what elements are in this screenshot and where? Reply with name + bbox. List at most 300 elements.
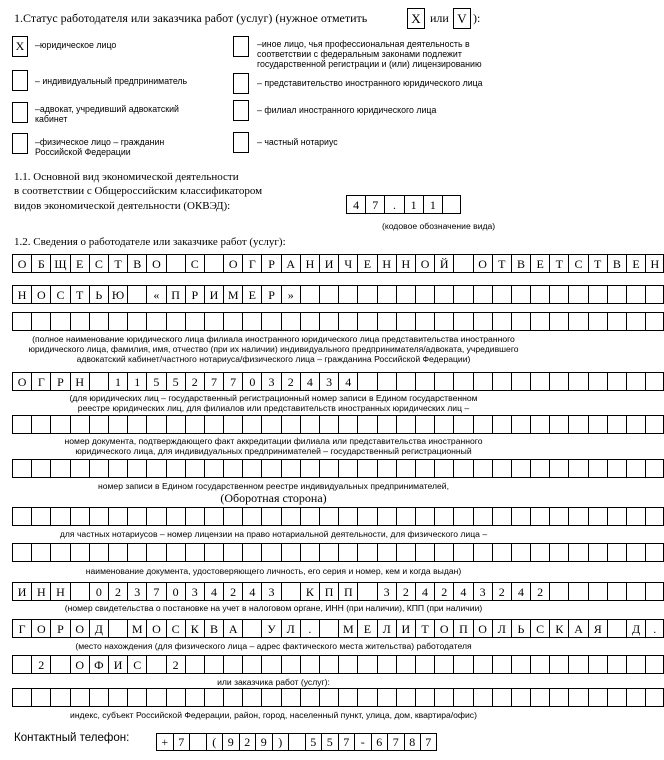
reg-row-1-cell[interactable] [223, 415, 242, 434]
address-row-1-cell[interactable]: П [453, 619, 472, 638]
inn-row-cell[interactable] [626, 582, 645, 601]
reg-row-1-cell[interactable] [492, 415, 511, 434]
name-row-3-cell[interactable] [223, 312, 242, 331]
name-row-1-cell[interactable]: О [473, 254, 492, 273]
name-row-1-cell[interactable]: Г [242, 254, 261, 273]
reg-row-1-cell[interactable] [89, 415, 108, 434]
name-row-1-cell[interactable] [204, 254, 223, 273]
name-row-1-cell[interactable]: Н [300, 254, 319, 273]
address-row-3-cell[interactable] [223, 688, 242, 707]
reg-row-2-cell[interactable] [473, 459, 492, 478]
reg-row-2-cell[interactable] [377, 459, 396, 478]
address-row-2-cell[interactable] [377, 655, 396, 674]
address-row-2-cell[interactable] [626, 655, 645, 674]
checkbox-legal-entity[interactable]: X [12, 36, 28, 57]
address-row-3-cell[interactable] [492, 688, 511, 707]
name-row-1-cell[interactable]: Е [70, 254, 89, 273]
ogrn-row-cell[interactable]: О [12, 372, 31, 391]
notary-row-cell[interactable] [89, 507, 108, 526]
okved-code-cell[interactable] [442, 195, 461, 214]
ogrn-row-cell[interactable] [357, 372, 376, 391]
name-row-1-cell[interactable]: В [511, 254, 530, 273]
id-document-row-cell[interactable] [50, 543, 69, 562]
name-row-3-cell[interactable] [588, 312, 607, 331]
address-row-3-cell[interactable] [453, 688, 472, 707]
reg-row-1-cell[interactable] [166, 415, 185, 434]
ogrn-row-cell[interactable] [549, 372, 568, 391]
okved-code-cell[interactable]: 4 [346, 195, 365, 214]
reg-row-1-cell[interactable] [185, 415, 204, 434]
inn-row-cell[interactable]: 2 [396, 582, 415, 601]
reg-row-2-cell[interactable] [319, 459, 338, 478]
name-row-1-cell[interactable]: О [146, 254, 165, 273]
address-row-3-cell[interactable] [12, 688, 31, 707]
address-row-2-cell[interactable] [588, 655, 607, 674]
reg-row-2-cell[interactable] [12, 459, 31, 478]
address-row-1-cell[interactable]: Д [626, 619, 645, 638]
address-row-3-cell[interactable] [549, 688, 568, 707]
id-document-row-cell[interactable] [588, 543, 607, 562]
okved-code-cell[interactable]: 1 [404, 195, 423, 214]
address-row-3-cell[interactable] [434, 688, 453, 707]
address-row-3-cell[interactable] [319, 688, 338, 707]
name-row-1-cell[interactable]: Т [492, 254, 511, 273]
reg-row-1-cell[interactable] [70, 415, 89, 434]
address-row-2-cell[interactable] [492, 655, 511, 674]
id-document-row-cell[interactable] [434, 543, 453, 562]
name-row-2-cell[interactable]: » [281, 285, 300, 304]
id-document-row-cell[interactable] [530, 543, 549, 562]
phone-cell[interactable]: 9 [255, 733, 272, 751]
address-row-1-cell[interactable]: Д [89, 619, 108, 638]
name-row-2-cell[interactable] [530, 285, 549, 304]
name-row-2-cell[interactable] [319, 285, 338, 304]
address-row-1-cell[interactable]: В [204, 619, 223, 638]
inn-row-cell[interactable]: 2 [434, 582, 453, 601]
phone-cell[interactable]: + [156, 733, 173, 751]
address-row-1-cell[interactable]: С [530, 619, 549, 638]
inn-row-cell[interactable]: 3 [185, 582, 204, 601]
name-row-1-cell[interactable] [166, 254, 185, 273]
inn-row-cell[interactable]: 3 [261, 582, 280, 601]
reg-row-1-cell[interactable] [530, 415, 549, 434]
name-row-3-cell[interactable] [70, 312, 89, 331]
reg-row-2-cell[interactable] [415, 459, 434, 478]
okved-code-cells[interactable] [346, 195, 461, 214]
inn-row-cell[interactable]: 7 [146, 582, 165, 601]
reg-row-1-cell[interactable] [127, 415, 146, 434]
reg-row-2-cell[interactable] [50, 459, 69, 478]
phone-cell[interactable]: 7 [173, 733, 190, 751]
address-row-3-cell[interactable] [70, 688, 89, 707]
name-row-3-cell[interactable] [50, 312, 69, 331]
address-row-3-cell[interactable] [146, 688, 165, 707]
name-row-3-cell[interactable] [319, 312, 338, 331]
name-row-3-cell[interactable] [492, 312, 511, 331]
reg-row-1-cell[interactable] [473, 415, 492, 434]
reg-row-1-cell[interactable] [568, 415, 587, 434]
reg-row-2-cell[interactable] [108, 459, 127, 478]
phone-cell[interactable]: 2 [239, 733, 256, 751]
inn-row-cell[interactable]: 4 [204, 582, 223, 601]
name-row-3-cell[interactable] [31, 312, 50, 331]
reg-row-1-cell[interactable] [300, 415, 319, 434]
address-row-2-cell[interactable]: О [70, 655, 89, 674]
ogrn-row-cell[interactable] [473, 372, 492, 391]
inn-row-cell[interactable] [645, 582, 664, 601]
name-row-1-cell[interactable]: Т [108, 254, 127, 273]
name-row-2-cell[interactable] [300, 285, 319, 304]
notary-row-cell[interactable] [261, 507, 280, 526]
inn-row-cell[interactable]: И [12, 582, 31, 601]
phone-cell[interactable]: 7 [338, 733, 355, 751]
address-row-1-cell[interactable]: О [146, 619, 165, 638]
inn-row-cell[interactable] [549, 582, 568, 601]
name-row-1-cell[interactable]: И [319, 254, 338, 273]
ogrn-row-cell[interactable]: 2 [281, 372, 300, 391]
name-row-3-cell[interactable] [377, 312, 396, 331]
reg-row-1-cell[interactable] [319, 415, 338, 434]
id-document-row-cell[interactable] [127, 543, 146, 562]
address-row-1-cell[interactable] [607, 619, 626, 638]
address-row-3-cell[interactable] [511, 688, 530, 707]
ogrn-row-cell[interactable]: 3 [319, 372, 338, 391]
name-row-3-cell[interactable] [357, 312, 376, 331]
inn-row-cell[interactable]: 2 [492, 582, 511, 601]
address-row-2[interactable] [12, 655, 664, 674]
ogrn-row-cell[interactable]: 1 [127, 372, 146, 391]
ogrn-row-cell[interactable] [396, 372, 415, 391]
notary-row-cell[interactable] [338, 507, 357, 526]
name-row-2-cell[interactable]: П [166, 285, 185, 304]
reg-row-1-cell[interactable] [204, 415, 223, 434]
inn-row-cell[interactable] [357, 582, 376, 601]
name-row-2-cell[interactable]: С [50, 285, 69, 304]
okved-code-cell[interactable]: 7 [365, 195, 384, 214]
address-row-1-cell[interactable] [108, 619, 127, 638]
id-document-row-cell[interactable] [166, 543, 185, 562]
name-row-2-cell[interactable] [127, 285, 146, 304]
address-row-2-cell[interactable] [511, 655, 530, 674]
address-row-2-cell[interactable] [261, 655, 280, 674]
inn-row-cell[interactable] [588, 582, 607, 601]
ogrn-row-cell[interactable]: 7 [223, 372, 242, 391]
notary-row-cell[interactable] [12, 507, 31, 526]
id-document-row-cell[interactable] [511, 543, 530, 562]
ogrn-row-cell[interactable] [453, 372, 472, 391]
name-row-2-cell[interactable]: М [223, 285, 242, 304]
address-row-3-cell[interactable] [281, 688, 300, 707]
address-row-2-cell[interactable] [223, 655, 242, 674]
name-row-3-cell[interactable] [453, 312, 472, 331]
inn-row-cell[interactable]: 0 [166, 582, 185, 601]
name-row-3-cell[interactable] [12, 312, 31, 331]
ogrn-row-cell[interactable] [626, 372, 645, 391]
notary-row-cell[interactable] [607, 507, 626, 526]
name-row-1-cell[interactable]: Н [396, 254, 415, 273]
reg-row-2-cell[interactable] [453, 459, 472, 478]
reg-row-2-cell[interactable] [185, 459, 204, 478]
reg-row-2-cell[interactable] [166, 459, 185, 478]
address-row-3-cell[interactable] [607, 688, 626, 707]
address-row-3-cell[interactable] [568, 688, 587, 707]
id-document-row-cell[interactable] [319, 543, 338, 562]
name-row-3-cell[interactable] [434, 312, 453, 331]
reg-row-1-cell[interactable] [511, 415, 530, 434]
inn-row-cell[interactable]: 0 [89, 582, 108, 601]
reg-row-2-cell[interactable] [146, 459, 165, 478]
id-document-row-cell[interactable] [607, 543, 626, 562]
inn-row-cell[interactable]: П [338, 582, 357, 601]
notary-row-cell[interactable] [108, 507, 127, 526]
name-row-3-cell[interactable] [166, 312, 185, 331]
checkbox-notary[interactable] [233, 132, 249, 153]
address-row-1-cell[interactable]: Л [281, 619, 300, 638]
checkbox-representative-office[interactable] [233, 73, 249, 94]
inn-row-cell[interactable]: 2 [108, 582, 127, 601]
name-row-1-cell[interactable]: Е [530, 254, 549, 273]
reg-row-1-cell[interactable] [50, 415, 69, 434]
address-row-2-cell[interactable] [12, 655, 31, 674]
reg-row-1-cell[interactable] [396, 415, 415, 434]
name-row-2-cell[interactable] [626, 285, 645, 304]
address-row-1-cell[interactable]: Я [588, 619, 607, 638]
name-row-2-cell[interactable]: Е [242, 285, 261, 304]
id-document-row-cell[interactable] [645, 543, 664, 562]
okved-code-cell[interactable]: . [384, 195, 403, 214]
name-row-2-cell[interactable] [645, 285, 664, 304]
reg-row-2-cell[interactable] [281, 459, 300, 478]
ogrn-row-cell[interactable] [530, 372, 549, 391]
id-document-row-cell[interactable] [146, 543, 165, 562]
ogrn-row-cell[interactable]: 4 [338, 372, 357, 391]
name-row-1-cell[interactable]: Щ [50, 254, 69, 273]
id-document-row-cell[interactable] [12, 543, 31, 562]
inn-row-cell[interactable]: 4 [415, 582, 434, 601]
name-row-2-cell[interactable] [568, 285, 587, 304]
address-row-1-cell[interactable]: А [223, 619, 242, 638]
name-row-1-cell[interactable]: Н [377, 254, 396, 273]
address-row-1-cell[interactable]: Р [50, 619, 69, 638]
address-row-2-cell[interactable] [146, 655, 165, 674]
reg-row-2-cell[interactable] [89, 459, 108, 478]
id-document-row-cell[interactable] [396, 543, 415, 562]
name-row-2-cell[interactable]: Ь [89, 285, 108, 304]
reg-row-2-cell[interactable] [300, 459, 319, 478]
id-document-row-cell[interactable] [204, 543, 223, 562]
name-row-3-cell[interactable] [261, 312, 280, 331]
address-row-3-cell[interactable] [204, 688, 223, 707]
reg-row-1-cell[interactable] [607, 415, 626, 434]
inn-row-cell[interactable] [568, 582, 587, 601]
id-document-row-cell[interactable] [377, 543, 396, 562]
name-row-3-cell[interactable] [549, 312, 568, 331]
reg-row-2-cell[interactable] [204, 459, 223, 478]
inn-row-cell[interactable] [281, 582, 300, 601]
name-row-2-cell[interactable] [453, 285, 472, 304]
address-row-2-cell[interactable]: 2 [31, 655, 50, 674]
phone-cell[interactable] [288, 733, 305, 751]
notary-row-cell[interactable] [223, 507, 242, 526]
address-row-1-cell[interactable]: Л [492, 619, 511, 638]
reg-row-2-cell[interactable] [31, 459, 50, 478]
id-document-row-cell[interactable] [357, 543, 376, 562]
address-row-2-cell[interactable] [453, 655, 472, 674]
notary-row-cell[interactable] [492, 507, 511, 526]
reg-row-1-cell[interactable] [549, 415, 568, 434]
name-row-3-cell[interactable] [89, 312, 108, 331]
phone-cell[interactable]: ) [272, 733, 289, 751]
address-row-3-cell[interactable] [31, 688, 50, 707]
id-document-row-cell[interactable] [300, 543, 319, 562]
notary-row[interactable] [12, 507, 664, 526]
reg-row-1-cell[interactable] [453, 415, 472, 434]
ogrn-row-cell[interactable] [89, 372, 108, 391]
address-row-3-cell[interactable] [473, 688, 492, 707]
reg-row-2-cell[interactable] [626, 459, 645, 478]
address-row-3-cell[interactable] [357, 688, 376, 707]
reg-row-1-cell[interactable] [281, 415, 300, 434]
address-row-1-cell[interactable]: О [434, 619, 453, 638]
name-row-1-cell[interactable]: Й [434, 254, 453, 273]
name-row-3-cell[interactable] [204, 312, 223, 331]
phone-cell[interactable]: 9 [222, 733, 239, 751]
reg-row-2-cell[interactable] [357, 459, 376, 478]
name-row-2-cell[interactable] [473, 285, 492, 304]
ogrn-row-cell[interactable]: 0 [242, 372, 261, 391]
notary-row-cell[interactable] [549, 507, 568, 526]
name-row-2-cell[interactable]: « [146, 285, 165, 304]
ogrn-row-cell[interactable] [588, 372, 607, 391]
name-row-1-cell[interactable]: Е [626, 254, 645, 273]
phone-cell[interactable]: 6 [371, 733, 388, 751]
inn-row-cell[interactable]: 4 [453, 582, 472, 601]
name-row-3-cell[interactable] [415, 312, 434, 331]
id-document-row-cell[interactable] [89, 543, 108, 562]
reg-row-2-cell[interactable] [588, 459, 607, 478]
name-row-2-cell[interactable] [511, 285, 530, 304]
address-row-2-cell[interactable] [204, 655, 223, 674]
notary-row-cell[interactable] [434, 507, 453, 526]
id-document-row[interactable] [12, 543, 664, 562]
phone-cell[interactable] [189, 733, 206, 751]
name-row-2-cell[interactable]: Т [70, 285, 89, 304]
name-row-3-cell[interactable] [626, 312, 645, 331]
address-row-2-cell[interactable] [549, 655, 568, 674]
notary-row-cell[interactable] [242, 507, 261, 526]
name-row-2-cell[interactable]: Ю [108, 285, 127, 304]
name-row-1-cell[interactable] [453, 254, 472, 273]
name-row-3-cell[interactable] [607, 312, 626, 331]
reg-row-1-cell[interactable] [434, 415, 453, 434]
phone-cell[interactable]: 5 [305, 733, 322, 751]
notary-row-cell[interactable] [396, 507, 415, 526]
address-row-3-cell[interactable] [50, 688, 69, 707]
address-row-1-cell[interactable] [242, 619, 261, 638]
notary-row-cell[interactable] [530, 507, 549, 526]
address-row-2-cell[interactable]: И [108, 655, 127, 674]
id-document-row-cell[interactable] [223, 543, 242, 562]
reg-row-1-cell[interactable] [415, 415, 434, 434]
okved-code-cell[interactable]: 1 [423, 195, 442, 214]
address-row-1-cell[interactable]: М [338, 619, 357, 638]
address-row-1-cell[interactable]: И [396, 619, 415, 638]
address-row-2-cell[interactable] [281, 655, 300, 674]
name-row-3-cell[interactable] [185, 312, 204, 331]
name-row-2-cell[interactable] [338, 285, 357, 304]
ogrn-row-cell[interactable]: 7 [204, 372, 223, 391]
notary-row-cell[interactable] [568, 507, 587, 526]
name-row-2-cell[interactable] [357, 285, 376, 304]
inn-row-cell[interactable]: 2 [530, 582, 549, 601]
name-row-2[interactable] [12, 285, 664, 304]
reg-row-2-cell[interactable] [568, 459, 587, 478]
address-row-2-cell[interactable] [50, 655, 69, 674]
reg-row-1[interactable] [12, 415, 664, 434]
checkbox-other-person[interactable] [233, 36, 249, 57]
id-document-row-cell[interactable] [242, 543, 261, 562]
inn-row-cell[interactable] [607, 582, 626, 601]
name-row-3-cell[interactable] [511, 312, 530, 331]
reg-row-2-cell[interactable] [549, 459, 568, 478]
address-row-1-cell[interactable]: О [473, 619, 492, 638]
address-row-2-cell[interactable] [434, 655, 453, 674]
name-row-2-cell[interactable] [396, 285, 415, 304]
reg-row-1-cell[interactable] [626, 415, 645, 434]
id-document-row-cell[interactable] [261, 543, 280, 562]
address-row-3-cell[interactable] [645, 688, 664, 707]
reg-row-2-cell[interactable] [70, 459, 89, 478]
id-document-row-cell[interactable] [185, 543, 204, 562]
ogrn-row-cell[interactable]: 1 [108, 372, 127, 391]
reg-row-1-cell[interactable] [645, 415, 664, 434]
name-row-1-cell[interactable]: Б [31, 254, 50, 273]
notary-row-cell[interactable] [281, 507, 300, 526]
ogrn-row-cell[interactable] [568, 372, 587, 391]
reg-row-1-cell[interactable] [338, 415, 357, 434]
ogrn-row-cell[interactable] [607, 372, 626, 391]
name-row-1-cell[interactable]: В [127, 254, 146, 273]
reg-row-2-cell[interactable] [645, 459, 664, 478]
address-row-2-cell[interactable] [645, 655, 664, 674]
phone-cell[interactable]: 8 [404, 733, 421, 751]
notary-row-cell[interactable] [146, 507, 165, 526]
address-row-2-cell[interactable] [396, 655, 415, 674]
name-row-3-cell[interactable] [645, 312, 664, 331]
id-document-row-cell[interactable] [31, 543, 50, 562]
notary-row-cell[interactable] [300, 507, 319, 526]
phone-cell[interactable]: 7 [387, 733, 404, 751]
name-row-2-cell[interactable] [588, 285, 607, 304]
address-row-3-cell[interactable] [300, 688, 319, 707]
name-row-3-cell[interactable] [127, 312, 146, 331]
id-document-row-cell[interactable] [415, 543, 434, 562]
notary-row-cell[interactable] [204, 507, 223, 526]
name-row-1-cell[interactable]: Р [261, 254, 280, 273]
notary-row-cell[interactable] [357, 507, 376, 526]
name-row-2-cell[interactable] [434, 285, 453, 304]
address-row-1-cell[interactable]: А [568, 619, 587, 638]
reg-row-2-cell[interactable] [530, 459, 549, 478]
id-document-row-cell[interactable] [70, 543, 89, 562]
name-row-1-cell[interactable]: Ч [338, 254, 357, 273]
inn-row[interactable] [12, 582, 664, 601]
id-document-row-cell[interactable] [108, 543, 127, 562]
notary-row-cell[interactable] [31, 507, 50, 526]
id-document-row-cell[interactable] [626, 543, 645, 562]
id-document-row-cell[interactable] [453, 543, 472, 562]
notary-row-cell[interactable] [645, 507, 664, 526]
